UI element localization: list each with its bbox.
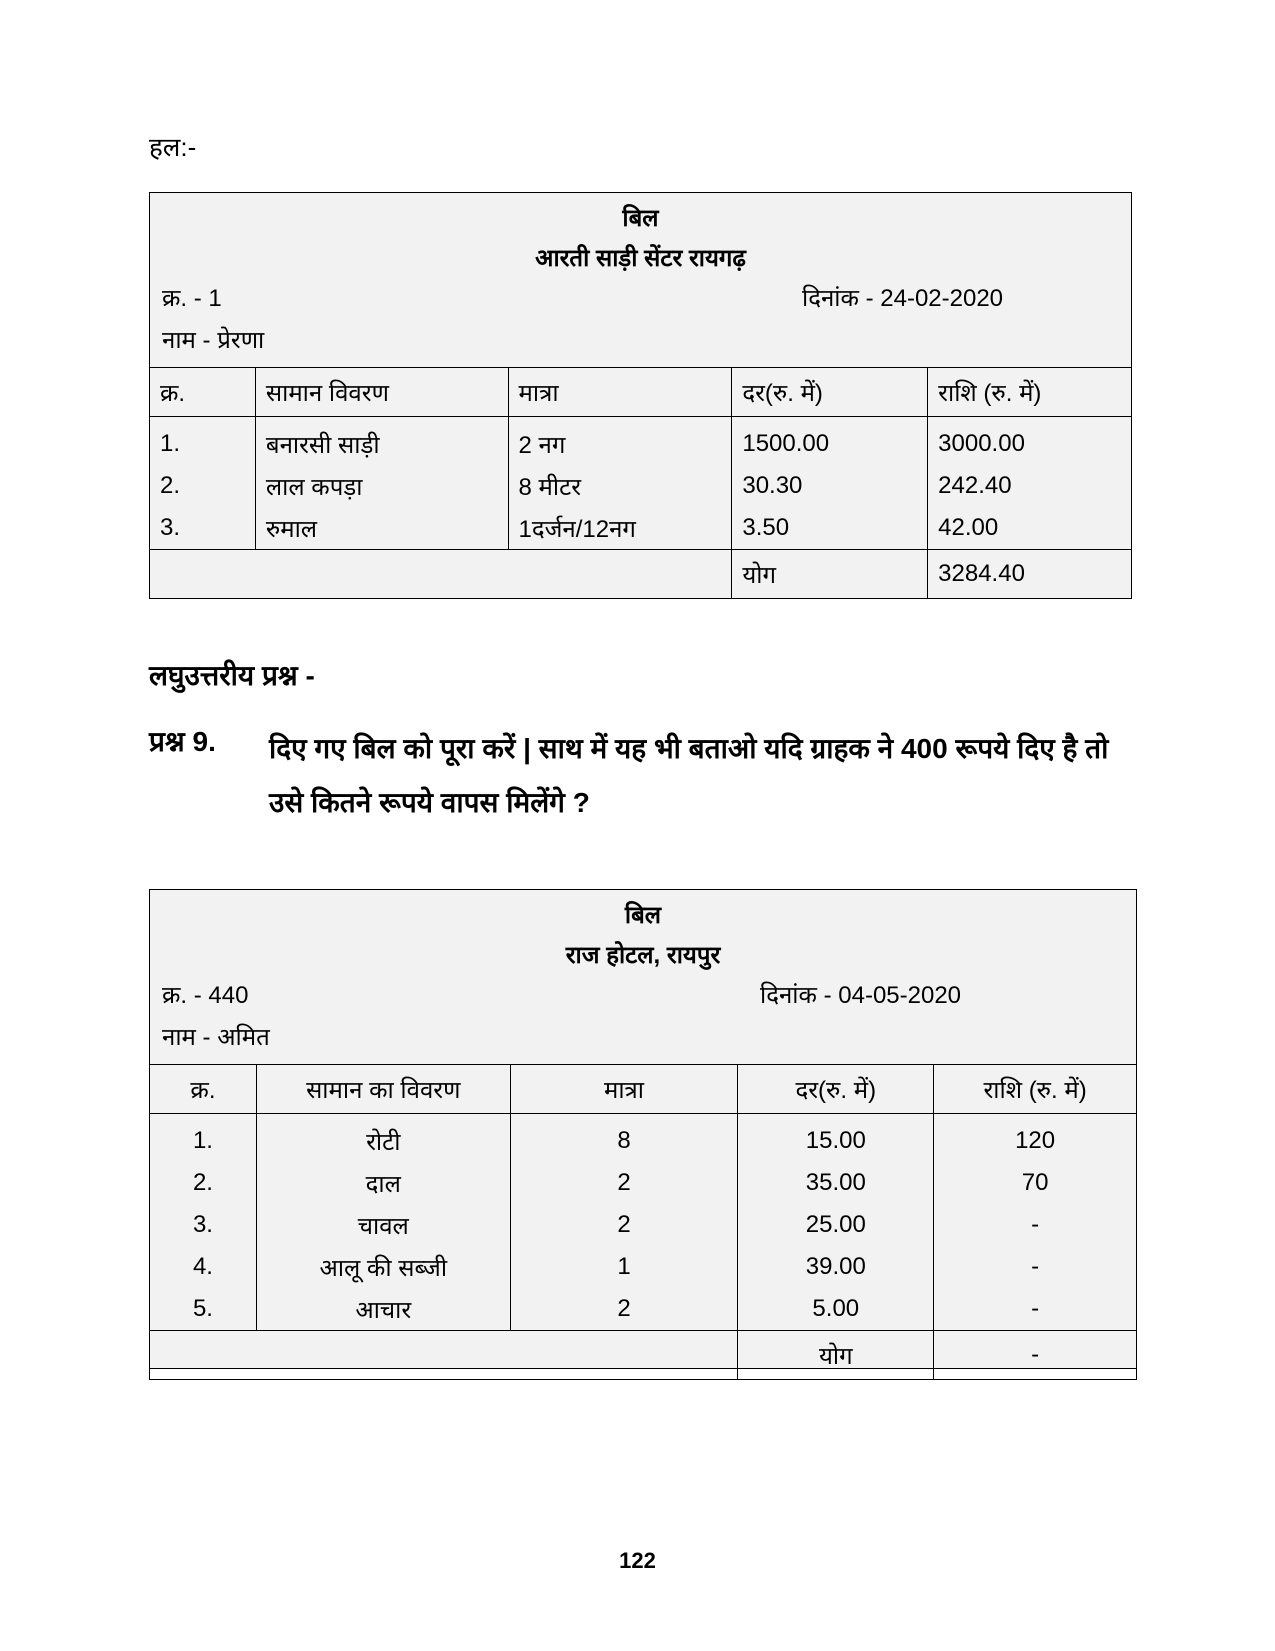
cell: 1दर्जन/12नग (508, 507, 732, 550)
bill-1-date: दिनांक - 24-02-2020 (802, 285, 1004, 312)
bill-1-total-value: 3284.40 (928, 550, 1132, 599)
cell: 5. (150, 1288, 257, 1331)
cell: 1 (510, 1246, 738, 1288)
cell: 8 (510, 1114, 738, 1163)
cell: बनारसी साड़ी (255, 417, 508, 466)
cell: 2 (510, 1288, 738, 1331)
bill-1-header-amount: राशि (रु. में) (928, 368, 1132, 417)
cell: 30.30 (732, 465, 928, 507)
cell: आचार (256, 1288, 510, 1331)
cell: दाल (256, 1162, 510, 1204)
table-row (150, 465, 1132, 507)
bill-2-total-blank (150, 1331, 738, 1380)
bill-1-header-rate: दर(रु. में) (732, 368, 928, 417)
bill-1-header-row (150, 368, 1132, 417)
bill-2-header-quantity: मात्रा (510, 1065, 738, 1114)
cell: 3000.00 (928, 417, 1132, 466)
bill-2-total-row (150, 1331, 1137, 1380)
table-row (150, 1288, 1137, 1331)
table-row (150, 507, 1132, 550)
cell: 25.00 (738, 1204, 934, 1246)
cell: 1500.00 (732, 417, 928, 466)
bill-1-header-quantity: मात्रा (508, 368, 732, 417)
bill-2-date: दिनांक - 04-05-2020 (760, 982, 962, 1009)
question-number: प्रश्न 9. (149, 726, 216, 757)
cell: 1. (150, 417, 256, 466)
bill-1 (149, 192, 1132, 599)
bill-2-shop-name: राज होटल, रायपुर (565, 942, 721, 969)
bill-2-header-description: सामान का विवरण (256, 1065, 510, 1114)
bill-2-serial: क्र. - 440 (162, 982, 249, 1009)
cell: 39.00 (738, 1246, 934, 1288)
cell: 15.00 (738, 1114, 934, 1163)
page-number: 122 (619, 1548, 656, 1573)
bill-1-total-row (150, 550, 1132, 599)
table-row (150, 1162, 1137, 1204)
cell: 120 (934, 1114, 1137, 1163)
bill-2 (149, 889, 1137, 1369)
bill-2-header-rate: दर(रु. में) (738, 1065, 934, 1114)
bill-1-total-label: योग (732, 550, 928, 599)
cell: - (934, 1288, 1137, 1331)
cell: 1. (150, 1114, 257, 1163)
table-row (150, 417, 1132, 466)
bill-2-header-amount: राशि (रु. में) (934, 1065, 1137, 1114)
cell: 2 (510, 1162, 738, 1204)
table-row (150, 1204, 1137, 1246)
bill-1-total-blank (150, 550, 732, 599)
bill-1-customer-name: नाम - प्रेरणा (162, 327, 265, 354)
cell: 2 (510, 1204, 738, 1246)
bill-1-items-table (149, 367, 1132, 599)
cell: - (934, 1204, 1137, 1246)
bill-2-header-serial: क्र. (150, 1065, 257, 1114)
bill-2-title: बिल (624, 902, 662, 929)
bill-2-header-row (150, 1065, 1137, 1114)
cell: 2 नग (508, 417, 732, 466)
cell: 2. (150, 1162, 257, 1204)
bill-1-header-serial: क्र. (150, 368, 256, 417)
bill-2-items-table (149, 1064, 1137, 1380)
section-title: लघुउत्तरीय प्रश्न - (149, 660, 315, 691)
cell: रोटी (256, 1114, 510, 1163)
cell: 8 मीटर (508, 465, 732, 507)
cell: 3.50 (732, 507, 928, 550)
cell: 3. (150, 507, 256, 550)
question-text: दिए गए बिल को पूरा करें | साथ में यह भी बताओ यदि ग्राहक ने 400 रूपये दिए है तो उसे कितने रूपये वापस मिलेंगे ? (269, 733, 1109, 818)
bill-1-serial: क्र. - 1 (162, 285, 222, 312)
table-row (150, 1114, 1137, 1163)
bill-1-title: बिल (622, 205, 659, 232)
bill-2-customer-name: नाम - अमित (162, 1024, 270, 1051)
cell: 70 (934, 1162, 1137, 1204)
cell: चावल (256, 1204, 510, 1246)
cell: 2. (150, 465, 256, 507)
bill-1-shop-name: आरती साड़ी सेंटर रायगढ़ (535, 245, 746, 272)
cell: 5.00 (738, 1288, 934, 1331)
cell: रुमाल (255, 507, 508, 550)
table-row (150, 1246, 1137, 1288)
solution-label: हल:- (149, 132, 197, 162)
cell: 3. (150, 1204, 257, 1246)
cell: 42.00 (928, 507, 1132, 550)
cell: - (934, 1246, 1137, 1288)
cell: 242.40 (928, 465, 1132, 507)
bill-1-header-description: सामान विवरण (255, 368, 508, 417)
cell: आलू की सब्जी (256, 1246, 510, 1288)
cell: 4. (150, 1246, 257, 1288)
cell: 35.00 (738, 1162, 934, 1204)
cell: लाल कपड़ा (255, 465, 508, 507)
bill-2-total-value: - (934, 1331, 1137, 1380)
bill-2-total-label: योग (738, 1331, 934, 1380)
